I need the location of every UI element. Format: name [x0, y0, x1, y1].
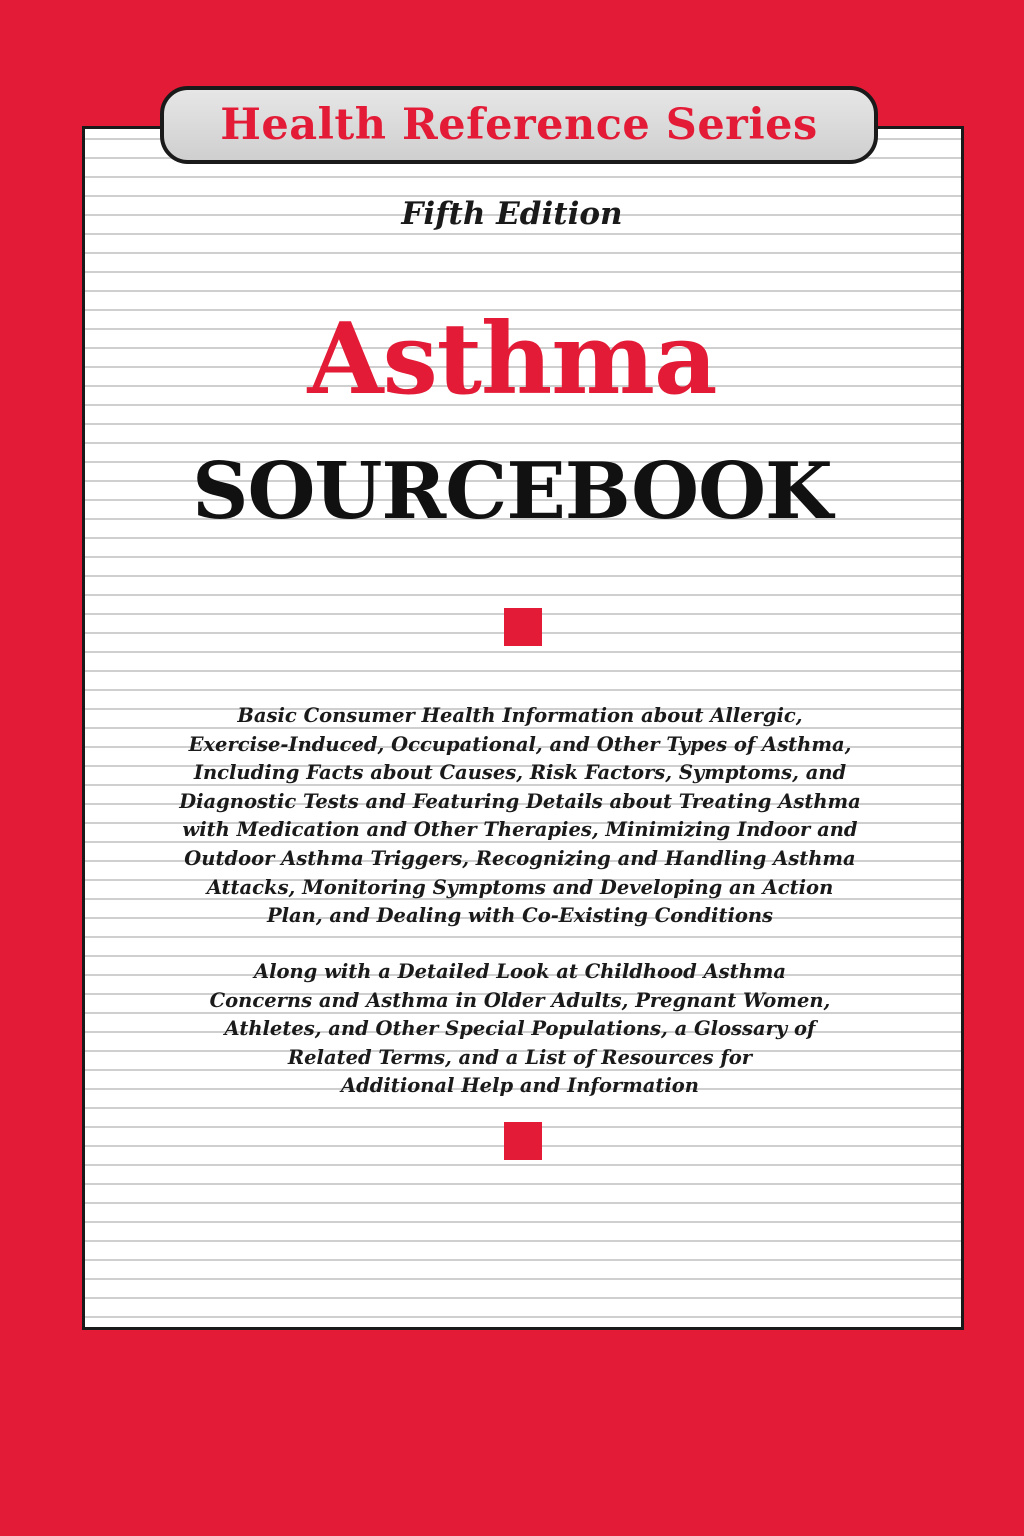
book-subtitle: SOURCEBOOK — [192, 446, 832, 537]
additional-line: Related Terms, and a List of Resources for — [287, 1045, 753, 1069]
additional-line: Along with a Detailed Look at Childhood Asthma — [253, 960, 787, 983]
description-block — [140, 702, 900, 931]
additional-line: Concerns and Asthma in Older Adults, Pregnant Women, — [209, 988, 831, 1012]
edition-label: Fifth Edition — [401, 196, 623, 232]
book-title: Asthma — [307, 302, 717, 417]
description-line: Attacks, Monitoring Symptoms and Developing an Action — [206, 875, 834, 899]
description-line: Including Facts about Causes, Risk Factors, Symptoms, and — [193, 761, 847, 785]
description-line: Outdoor Asthma Triggers, Recognizing and Handling Asthma — [184, 846, 856, 870]
description-line: Plan, and Dealing with Co-Existing Conditions — [266, 904, 774, 928]
additional-line: Additional Help and Information — [341, 1074, 699, 1098]
series-banner — [160, 86, 878, 164]
description-line: Exercise-Induced, Occupational, and Other Types of Asthma, — [188, 732, 852, 756]
description-line: with Medication and Other Therapies, Minimizing Indoor and — [182, 818, 858, 842]
additional-description-block — [140, 958, 900, 1101]
additional-line: Athletes, and Other Special Populations, a Glossary of — [224, 1017, 816, 1041]
series-title: Health Reference Series — [220, 100, 818, 150]
description-line: Basic Consumer Health Information about Allergic, — [237, 704, 803, 727]
description-line: Diagnostic Tests and Featuring Details about Treating Asthma — [179, 789, 861, 813]
divider-square-bottom — [504, 1122, 542, 1160]
divider-square-top — [504, 608, 542, 646]
